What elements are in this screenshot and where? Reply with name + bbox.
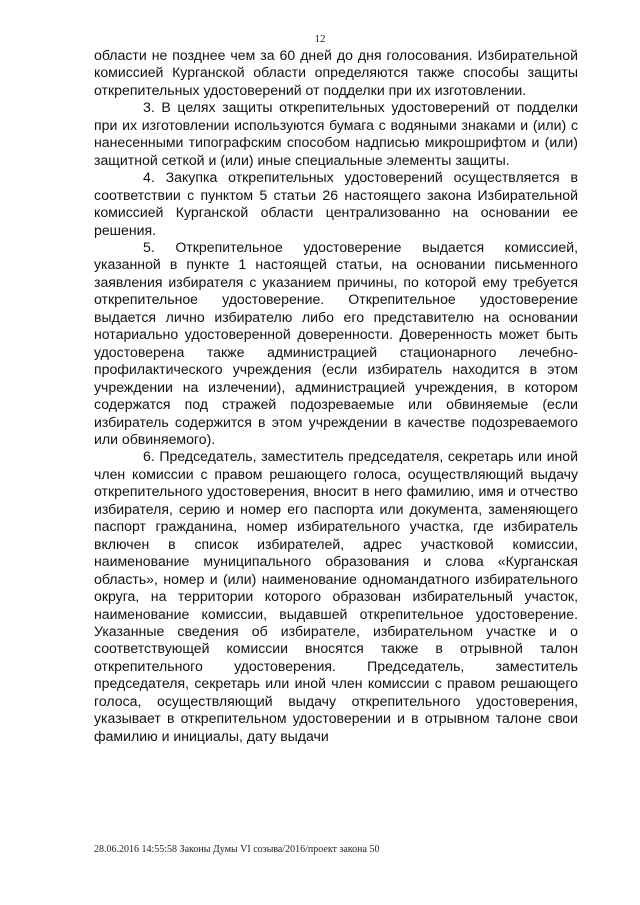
paragraph-continuation: области не позднее чем за 60 дней до дня голосования. Избирательной комиссией Курганской области определяются также способы защиты открепительных удостоверений от подделки при их изготовлении. bbox=[94, 47, 578, 98]
paragraph-item-5: 5. Открепительное удостоверение выдается комиссией, указанной в пункте 1 настоящей статьи, на основании письменного заявления избирателя с указанием причины, по которой ему требуется открепительное удостоверение. Открепительное удостоверение выдается лично избирателю либо его представителю на основании нотариально удостоверенной доверенности. Доверенность может быть удостоверена также администрацией стационарного лечебно-профилактического учреждения (если избиратель находится в этом учреждении на излечении), администрацией учреждения, в котором содержатся под стражей подозреваемые или обвиняемые (если избиратель содержится в этом учреждении в качестве подозреваемого или обвиняемого). bbox=[94, 238, 578, 447]
document-footer: 28.06.2016 14:55:58 Законы Думы VI созыва/2016/проект закона 50 bbox=[94, 844, 380, 855]
paragraph-item-4: 4. Закупка открепительных удостоверений осуществляется в соответствии с пунктом 5 статьи 26 настоящего закона Избирательной комиссией Курганской области централизованно на основании ее решения. bbox=[94, 169, 578, 238]
page-number: 12 bbox=[314, 33, 326, 45]
paragraph-item-3: 3. В целях защиты открепительных удостоверений от подделки при их изготовлении используются бумага с водяными знаками и (или) с нанесенными типографским способом надписью микрошрифтом и (или) защитной сеткой и (или) иные специальные элементы защиты. bbox=[94, 99, 578, 168]
document-body bbox=[94, 47, 578, 745]
paragraph-item-6: 6. Председатель, заместитель председателя, секретарь или иной член комиссии с правом решающего голоса, осуществляющий выдачу открепительного удостоверения, вносит в него фамилию, имя и отчество избирателя, серию и номер его паспорта или документа, заменяющего паспорт гражданина, номер избирательного участка, где избиратель включен в список избирателей, адрес участковой комиссии, наименование муниципального образования и слова «Курганская область», номер и (или) наименование одномандатного избирательного округа, на территории которого образован избирательный участок, наименование комиссии, выдавшей открепительное удостоверение. Указанные сведения об избирателе, избирательном участке и о соответствующей комиссии вносятся также в отрывной талон открепительного удостоверения. Председатель, заместитель председателя, секретарь или иной член комиссии с правом решающего голоса, осуществляющий выдачу открепительного удостоверения, указывает в открепительном удостоверении и в отрывном талоне свои фамилию и инициалы, дату выдачи bbox=[94, 448, 578, 744]
